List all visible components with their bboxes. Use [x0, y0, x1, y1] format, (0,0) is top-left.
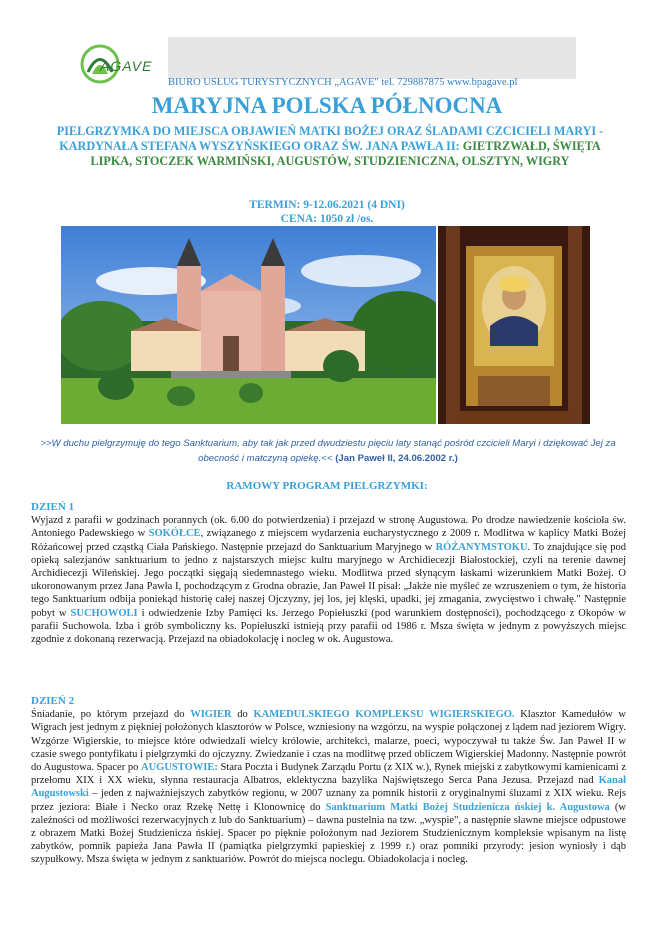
- day-1-section: [31, 501, 626, 646]
- day-2-text-6: (w zależności od możliwości rezerwacyjnych z lub do Sanktuarium) – dawna pustelnia na tzw. „wyspie", a następnie sławne miejsce odpustowe z obrazem Matki Bożej Studzienicza ńskiej. Spacer po pięknie położonym nad Jeziorem Studzienicznym kompleksie wpisanym na listę zabytków, pomnik papieża Jana Pawła II (pamiątka pielgrzymki papieskiej z 1999 r.) oraz pomniki przyrody: jesion wyniosły i dąb szypułkowy. Msza święta w jednym z sanktuariów. Powrót do miejsca noclegu. Obiadokolacja i nocleg.: [31, 801, 626, 866]
- day-2-text-2: do: [231, 709, 254, 721]
- day-2-text-4: Stara Poczta i Budynek Zarządu Portu (z XIX w.), Rynek miejski z zabytkowymi kamienicami z przełomu XIX i XX wieku, słynna restauracja Albatros, eklektyczna bazylika Najświętszego Serca Pana Jezusa. Przejazd nad: [31, 762, 626, 787]
- day-2-place-wigry: WIGIER: [190, 709, 232, 721]
- day-2-place-augustow: AUGUSTOWIE:: [141, 762, 218, 774]
- day-2-section: [31, 695, 626, 867]
- quote-text: >>W duchu pielgrzymuję do tego Sanktuarium, aby tak jak przed dwudziestu pięciu laty stanąć pośród czcicieli Maryi i dziękować Jej za obecność i matczyną opiekę.<<: [40, 438, 616, 464]
- day-1-text-3: . To znajdujące się pod opieką salezjanów sanktuarium to jedno z najstarszych miejsc kultu maryjnego w Archidiecezji Białostockiej, czyli na terenie dawnej Archidiecezji Wileńskiej. Jego początki sięgają siedemnastego wieku. Modlitwa przed słynącym łaskami wizerunkiem Matki Bożej. O ukoronowanym przez Jana Pawła I, pochodzącym z Grodna obrazie, Jan Paweł II pisał: „Jakże nie myśleć ze wzruszeniem o tym, że historia tego Sanktuarium odbija poniekąd historię całej naszej Ojczyzny, jej los, jej klęski, upadki, jej zmagania, zwycięstwo i chwałę." Następnie pobyt w: [31, 541, 626, 619]
- term-dates: TERMIN: 9-12.06.2021 (4 DNI): [249, 199, 405, 211]
- day-2-place-canal: Kanał Augustowski: [31, 775, 626, 800]
- subtitle-places: GIETRZWAŁD, ŚWIĘTA LIPKA, STOCZEK WARMIŃSKI, AUGUSTÓW, STUDZIENICZNA, OLSZTYN, WIGRY: [90, 139, 601, 168]
- day-1-title: DZIEŃ 1: [31, 501, 75, 513]
- quote-author: (Jan Paweł II, 24.06.2002 r.): [335, 453, 458, 464]
- day-1-place-rozanystok: RÓŻANYMSTOKU: [435, 541, 528, 553]
- page-title: MARYJNA POLSKA PÓŁNOCNA: [151, 93, 503, 118]
- day-2-text-5: – jeden z najważniejszych zabytków regionu, w 2007 uznany za pomnik historii z oryginalnymi śluzami z XIX wieku. Rejs przez jeziora: Białe i Necko oraz Rzekę Nettę i Klonownicę do: [31, 788, 626, 813]
- day-2-place-studzieniczna: Sanktuarium Matki Bożej Studzienicza ńskiej k. Augustowa: [325, 801, 610, 813]
- john-paul-ii-quote: [22, 436, 634, 466]
- program-heading: RAMOWY PROGRAM PIELGRZYMKI:: [226, 480, 428, 492]
- day-1-place-sokolka: SOKÓŁCE: [148, 528, 201, 540]
- agency-contact-line: BIURO USŁUG TURYSTYCZNYCH „AGAVE" tel. 729887875 www.bpagave.pl: [168, 77, 518, 88]
- term-block: [0, 198, 654, 226]
- price: CENA: 1050 zł /os.: [280, 213, 374, 225]
- basilica-photo: [61, 226, 436, 424]
- day-1-text-1: Wyjazd z parafii w godzinach porannych (ok. 6.00 do potwierdzenia) i przejazd w stronę Augustowa. Po drodze nawiedzenie kościoła św. Antoniego Padewskiego w: [31, 515, 626, 540]
- day-1-text-4: i odwiedzenie Izby Pamięci ks. Jerzego Popiełuszki (pod warunkiem dostępności), pochodzącego z Okopów w parafii Suchowola. Izba i grób symboliczny ks. Popiełuszki istnieją przy parafii od 1986 r. Msza święta w jednym z powyższych miejsc zgodnie z dokonaną rezerwacją. Przejazd na obiadokolację i nocleg w ok. Augustowa.: [31, 607, 627, 646]
- day-2-text-3: Klasztor Kamedułów w Wigrach jest jednym z piękniej położonych klasztorów w Polsce, wzniesiony na wzgórzu, na wyspie połączonej z lądem nad jeziorem Wigry. Wzgórze Wigierskie, to miejsce które odwiedzali wielcy królowie, architekci, malarze, poeci, wypoczywał tu także Św. Jan Paweł II w czasie swego pontyfikatu i pielgrzymki do ojczyzny. Zwiedzanie i czas na modlitwę przed obliczem Wigierskiej Madonny. Następnie powrót do Augustowa. Spacer po: [31, 709, 626, 774]
- day-1-place-suchowola: SUCHOWOLI: [70, 607, 138, 619]
- day-1-text-2: , związanego z miejscem wydarzenia eucharystycznego z 2009 r. Modlitwa w kaplicy Matki Bożej Różańcowej przed cząstką Ciała Pańskiego. Następnie przejazd do Sanktuarium Maryjnego w: [31, 528, 626, 553]
- subtitle-blue: PIELGRZYMKA DO MIEJSCA OBJAWIEŃ MATKI BOŻEJ ORAZ ŚLADAMI CZCICIELI MARYI - KARDYNAŁA STEFANA WYSZYŃSKIEGO ORAZ ŚW. JANA PAWŁA II:: [56, 124, 604, 153]
- day-2-text-1: Śniadanie, po którym przejazd do: [31, 709, 191, 721]
- altar-icon-photo: [438, 226, 590, 424]
- logo-text: AGAVE: [100, 58, 153, 74]
- pilgrimage-subtitle: [40, 124, 620, 169]
- day-2-title: DZIEŃ 2: [31, 695, 75, 707]
- day-2-place-camaldolese: KAMEDULSKIEGO KOMPLEKSU WIGIERSKIEGO.: [253, 709, 515, 721]
- header-band: [168, 37, 576, 79]
